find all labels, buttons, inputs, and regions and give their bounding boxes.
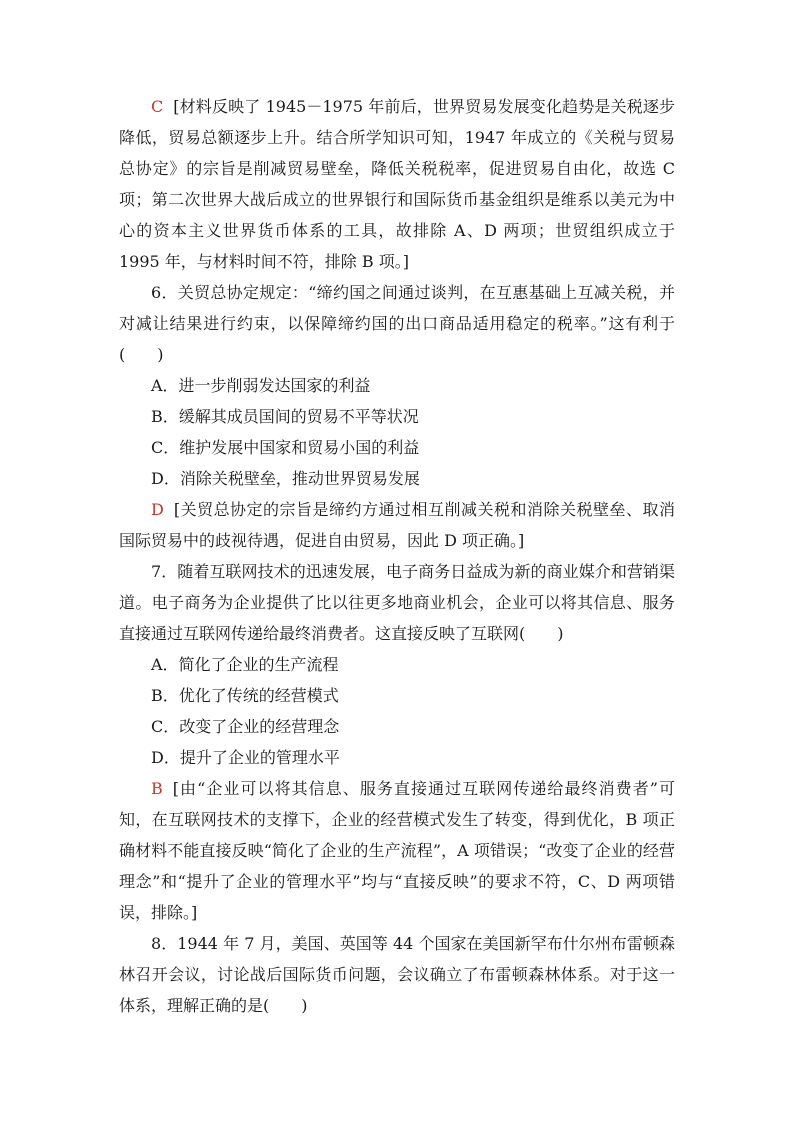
option-a: A．简化了企业的生产流程 (151, 655, 339, 674)
question-stem: 7．随着互联网技术的迅速发展，电子商务日益成为新的商业媒介和营销渠道。电子商务为企业提供了比以往更多地商业机会，企业可以将其信息、服务直接通过互联网传递给最终消费者。这直接反映了互联网( ) (119, 562, 675, 643)
answer-paragraph (119, 494, 675, 556)
answer-letter: C (151, 97, 164, 116)
option-b: B．优化了传统的经营模式 (151, 686, 339, 705)
option-d: D．消除关税壁垒，推动世界贸易发展 (151, 469, 420, 488)
answer-explanation: [由“企业可以将其信息、服务直接通过互联网传递给最终消费者”可知，在互联网技术的支撑下，企业的经营模式发生了转变，得到优化，B 项正确材料不能直接反映“简化了企业的生产流程”，A 项错误；“改变了企业的经营理念”和“提升了企业的管理水平”均与“直接反映”的要求不符，C、D 两项错误，排除。] (119, 779, 675, 922)
document-content (119, 91, 675, 1021)
option-b: B．缓解其成员国间的贸易不平等状况 (151, 407, 419, 426)
question-stem: 6．关贸总协定规定：“缔约国之间通过谈判，在互惠基础上互减关税，并对减让结果进行约束，以保障缔约国的出口商品适用稳定的税率。”这有利于( ) (119, 283, 675, 364)
option-a: A．进一步削弱发达国家的利益 (151, 376, 371, 395)
option-c: C．维护发展中国家和贸易小国的利益 (151, 438, 420, 457)
option-c: C．改变了企业的经营理念 (151, 717, 340, 736)
answer-paragraph (119, 773, 675, 928)
option-d: D．提升了企业的管理水平 (151, 748, 340, 767)
question-stem: 8．1944 年 7 月，美国、英国等 44 个国家在美国新罕布什尔州布雷顿森林召开会议，讨论战后国际货币问题，会议确立了布雷顿森林体系。对于这一体系，理解正确的是( ) (119, 934, 675, 1015)
answer-paragraph (119, 91, 675, 277)
answer-explanation: [材料反映了 1945－1975 年前后，世界贸易发展变化趋势是关税逐步降低，贸易总额逐步上升。结合所学知识可知，1947 年成立的《关税与贸易总协定》的宗旨是削减贸易壁垒，降低关税税率，促进贸易自由化，故选 C 项；第二次世界大战后成立的世界银行和国际货币基金组织是维系以美元为中心的资本主义世界货币体系的工具，故排除 A、D 两项；世贸组织成立于 1995 年，与材料时间不符，排除 B 项。] (119, 97, 675, 271)
answer-explanation: [关贸总协定的宗旨是缔约方通过相互削减关税和消除关税壁垒、取消国际贸易中的歧视待遇，促进自由贸易，因此 D 项正确。] (119, 500, 675, 550)
answer-letter: B (151, 779, 163, 798)
answer-letter: D (151, 500, 164, 519)
